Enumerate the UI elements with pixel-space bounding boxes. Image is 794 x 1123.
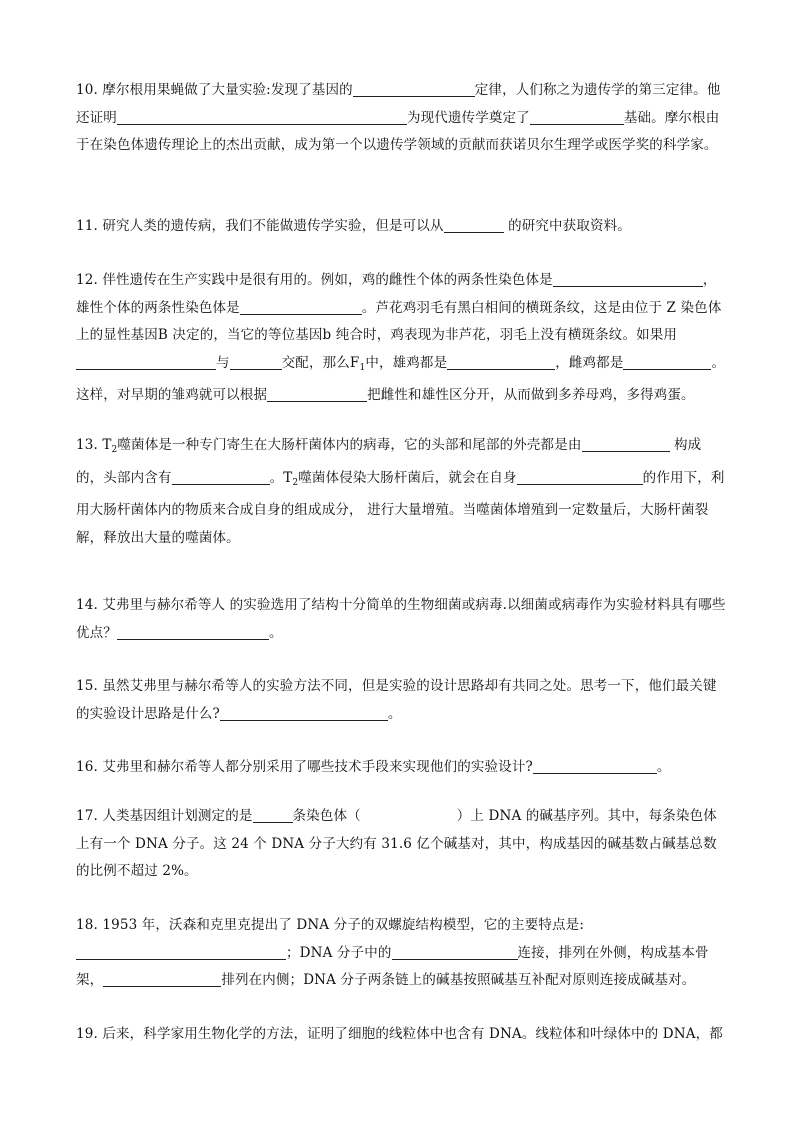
answer-blank[interactable] <box>220 706 388 721</box>
answer-blank[interactable] <box>253 809 293 824</box>
answer-blank[interactable] <box>623 355 711 370</box>
answer-blank[interactable] <box>530 110 624 125</box>
question-10: 10. 摩尔根用果蝇做了大量实验:发现了基因的 定律，人们称之为遗传学的第三定律。他还证明 为现代遗传学奠定了 基础。摩尔根由于在染色体遗传理论上的杰出贡献，成为第一个以遗传学领域的贡献而获诺贝尔生理学或医学奖的科学家。 <box>76 82 721 153</box>
answer-blank[interactable] <box>553 273 703 288</box>
answer-blank[interactable] <box>103 973 221 988</box>
answer-blank[interactable] <box>517 470 643 485</box>
answer-blank[interactable] <box>240 300 362 315</box>
question-13: 13. $T_2$噬菌体是一种专门寄生在大肠杆菌体内的病毒，它的头部和尾部的外壳都是由 构成的，头部内含有 。$T_2$噬菌体侵染大肠杆菌后，就会在自身 的作用下，利用大肠杆菌体内的物质来合成自身的组成成分， 进行大量增殖。当噬菌体增殖到一定数量后，大肠杆菌裂解，释放出大量的噬菌体。 <box>76 437 725 546</box>
question-19: 19. 后来，科学家用生物化学的方法，证明了细胞的线粒体中也含有 DNA。线粒体和叶绿体中的 DNA，都 <box>76 1026 723 1042</box>
answer-blank[interactable] <box>117 110 407 125</box>
answer-blank[interactable] <box>117 625 269 640</box>
answer-blank[interactable] <box>444 219 504 234</box>
question-14: 14. 艾弗里与赫尔希等人 的实验选用了结构十分简单的生物细菌或病毒.以细菌或病毒作为实验材料具有哪些优点？ 。 <box>76 597 726 641</box>
answer-blank[interactable] <box>533 760 657 775</box>
answer-blank[interactable] <box>172 470 270 485</box>
question-15: 15. 虽然艾弗里与赫尔希等人的实验方法不同，但是实验的设计思路却有共同之处。思考一下，他们最关键的实验设计思路是什么? 。 <box>76 678 717 722</box>
answer-blank[interactable] <box>230 355 282 370</box>
answer-blank[interactable] <box>447 355 555 370</box>
answer-blank[interactable] <box>353 83 475 98</box>
question-16: 16. 艾弗里和赫尔希等人都分别采用了哪些技术手段来实现他们的实验设计? 。 <box>76 759 671 775</box>
answer-blank[interactable] <box>582 438 670 453</box>
question-11: 11. 研究人类的遗传病，我们不能做遗传学实验，但是可以从 的研究中获取资料。 <box>76 218 631 234</box>
answer-blank[interactable] <box>76 355 216 370</box>
answer-blank[interactable] <box>267 388 367 403</box>
question-18: 18. 1953 年，沃森和克里克提出了 DNA 分子的双螺旋结构模型，它的主要特点是:；DNA 分子中的 连接，排列在外侧，构成基本骨架， 排列在内侧；DNA 分子两条链上的碱基按照碱基互补配对原则连接成碱基对。 <box>76 917 709 988</box>
question-12: 12. 伴性遗传在生产实践中是很有用的。例如，鸡的雌性个体的两条性染色体是 ，雄性个体的两条性染色体是 。芦花鸡羽毛有黑白相间的横斑条纹，这是由位于 Z 染色体上的显性基因B 决定的，当它的等位基因b 纯合时，鸡表现为非芦花，羽毛上没有横斑条纹。如果用与 交配，那么$F_1$中，雄鸡都是 ，雌鸡都是 。这样，对早期的雏鸡就可以根据 把雌性和雄性区分开，从而做到多养母鸡，多得鸡蛋。 <box>76 272 726 403</box>
question-17: 17. 人类基因组计划测定的是 条染色体（ ）上 DNA 的碱基序列。其中，每条染色体上有一个 DNA 分子。这 24 个 DNA 分子大约有 31.6 亿个碱基对，其中，构成基因的碱基数占碱基总数的比例不超过 2%。 <box>76 808 717 879</box>
answer-blank[interactable] <box>76 945 286 960</box>
answer-blank[interactable] <box>392 945 518 960</box>
